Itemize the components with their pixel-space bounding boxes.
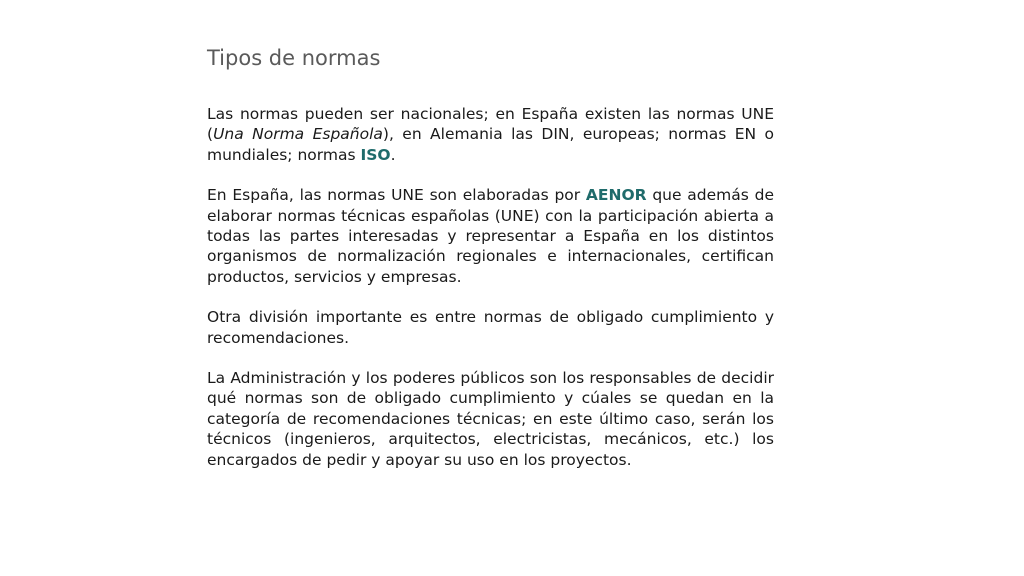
p2-text-b: que además de elaborar normas técnicas españolas (UNE) con la participación abierta a todas las partes interesadas y representar a España en los distintos organismos de normalización regionales e internacionales, certifican productos, servicios y empresas. bbox=[207, 186, 774, 286]
p1-text-c: . bbox=[390, 145, 396, 164]
p1-text-b: ), en Alemania las DIN, europeas; normas EN o mundiales; normas bbox=[207, 125, 775, 164]
aenor-highlight: AENOR bbox=[585, 186, 647, 205]
paragraph-administration: La Administración y los poderes públicos son los responsables de decidir qué normas son de obligado cumplimiento y cúales se quedan en la categoría de recomendaciones técnicas; en este último caso, serán los técnicos (ingenieros, arquitectos, electricistas, mecánicos, etc.) los encargados de pedir y apoyar su uso en los proyectos. bbox=[207, 369, 774, 469]
content-body bbox=[207, 104, 774, 490]
paragraph-national-norms bbox=[207, 104, 774, 165]
une-expansion: Una Norma Española bbox=[213, 125, 383, 144]
p1-text-a: Las normas pueden ser nacionales; en España existen las normas UNE ( bbox=[207, 105, 774, 144]
paragraph-aenor bbox=[207, 185, 774, 287]
iso-highlight: ISO bbox=[360, 145, 391, 164]
paragraph-division: Otra división importante es entre normas de obligado cumplimiento y recomendaciones. bbox=[207, 308, 774, 347]
p2-text-a: En España, las normas UNE son elaboradas por bbox=[207, 186, 586, 205]
page-title: Tipos de normas bbox=[207, 46, 381, 70]
